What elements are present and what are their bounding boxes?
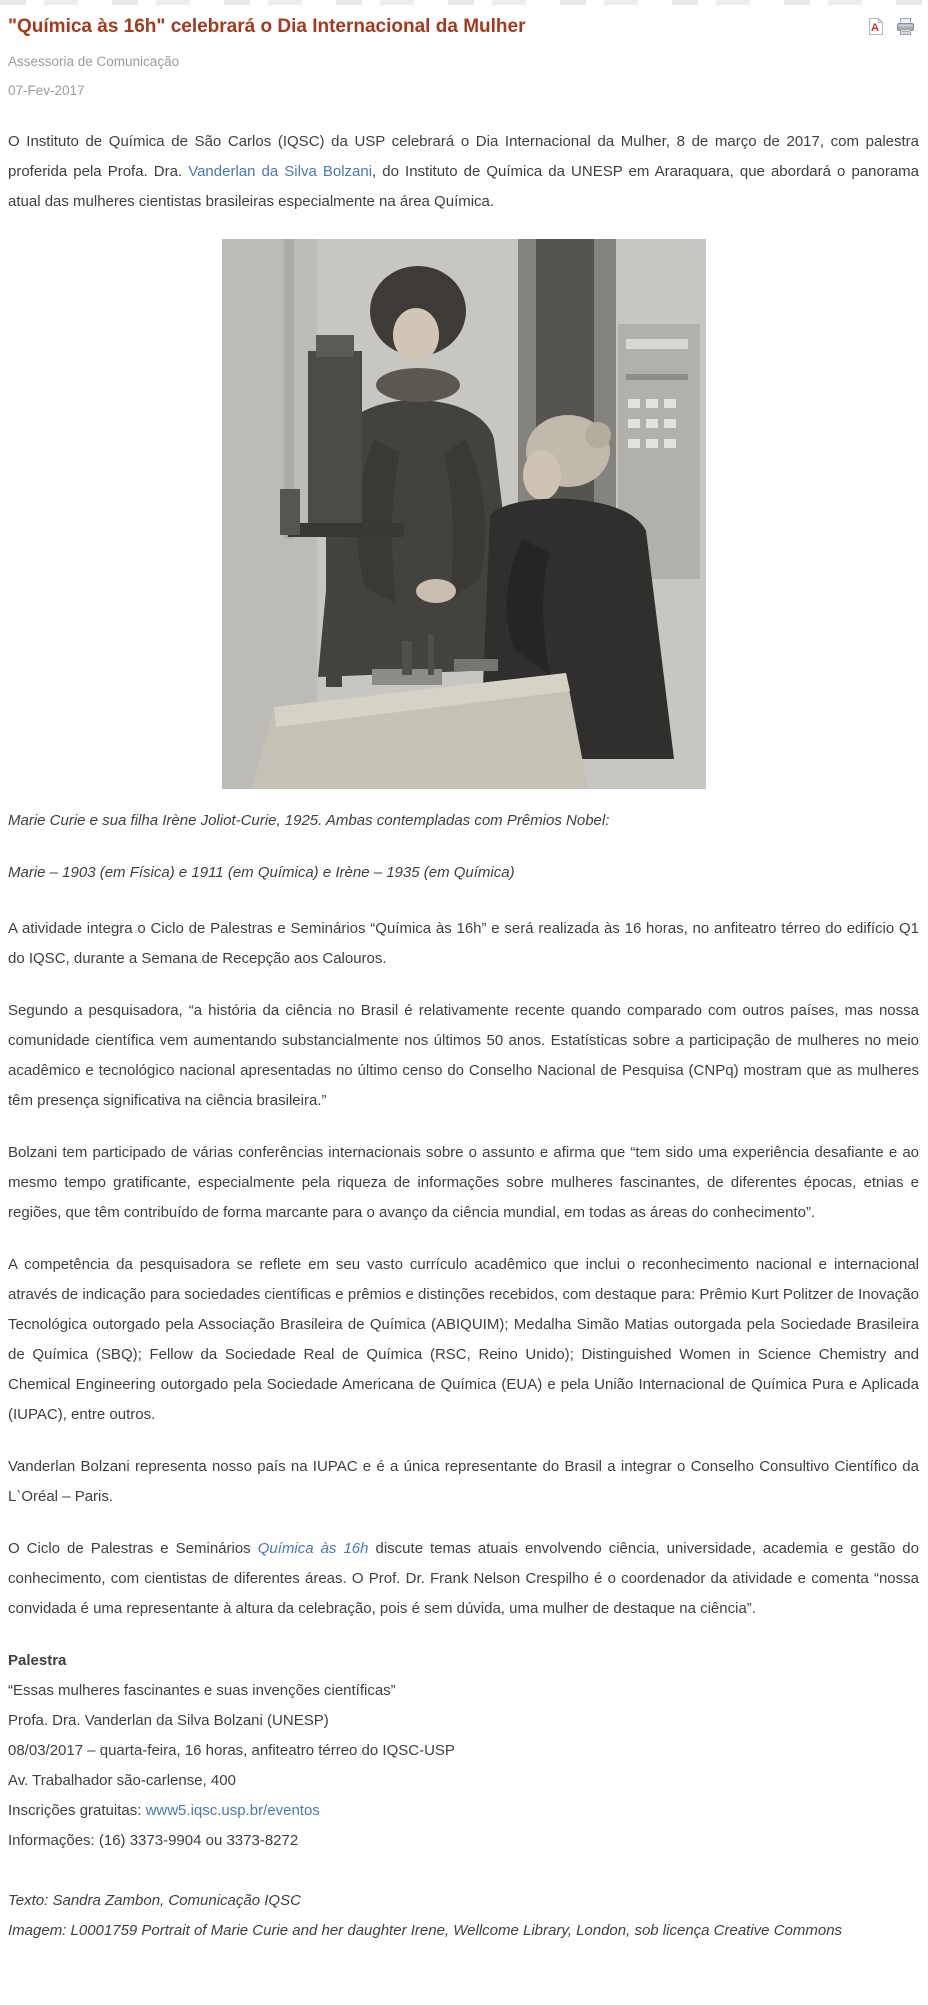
credits bbox=[8, 1886, 919, 1946]
paragraph-conferences: Bolzani tem participado de várias conferências internacionais sobre o assunto e afirma que “tem sido uma experiência desafiante e ao mesmo tempo gratificante, especialmente pela riqueza de informações sobre mulheres fascinantes, de diferentes épocas, etnias e regiões, que têm contribuído de forma marcante para o avanço da ciência mundial, em todas as áreas do conhecimento”. bbox=[8, 1144, 919, 1221]
link-quimica-as-16h[interactable]: Química às 16h bbox=[257, 1540, 369, 1557]
event-heading: Palestra bbox=[8, 1652, 67, 1669]
paragraph-intro-text-before: O Instituto de Química de São Carlos (IQSC) da USP celebrará o Dia Internacional da Mulher, 8 de março de 2017, com palestra proferida pela Profa. Dra. bbox=[8, 133, 919, 180]
paragraph-intro-text-after: , do Instituto de Química da UNESP em Araraquara, que abordará o panorama atual das mulheres cientistas brasileiras especialmente na área Química. bbox=[8, 163, 919, 210]
image-credit: Imagem: L0001759 Portrait of Marie Curie and her daughter Irene, Wellcome Library, London, sob licença Creative Commons bbox=[8, 1922, 843, 1939]
marie-curie-photo bbox=[222, 239, 706, 789]
paragraph-researcher-quote: Segundo a pesquisadora, “a história da ciência no Brasil é relativamente recente quando comparado com outros países, mas nossa comunidade científica vem aumentando substancialmente nos últimos 50 anos. Estatísticas sobre a participação de mulheres no meio acadêmico e tecnológico nacional apresentadas no último censo do Conselho Nacional de Pesquisa (CNPq) mostram que as mulheres têm presença significativa na ciência brasileira.” bbox=[8, 1002, 919, 1109]
print-button[interactable] bbox=[896, 17, 915, 36]
cropped-content-remnant bbox=[0, 0, 928, 5]
link-vanderlan-bolzani[interactable]: Vanderlan da Silva Bolzani bbox=[188, 163, 373, 180]
paragraph-cycle-text-before: O Ciclo de Palestras e Seminários bbox=[8, 1540, 258, 1557]
event-address: Av. Trabalhador são-carlense, 400 bbox=[8, 1772, 236, 1789]
text-credit: Texto: Sandra Zambon, Comunicação IQSC bbox=[8, 1892, 301, 1909]
pdf-export-button[interactable] bbox=[866, 17, 885, 36]
paragraph-activity: A atividade integra o Ciclo de Palestras e Seminários “Química às 16h” e será realizada às 16 horas, no anfiteatro térreo do edifício Q1 do IQSC, durante a Semana de Recepção aos Calouros. bbox=[8, 920, 919, 967]
paragraph-iupac: Vanderlan Bolzani representa nosso país na IUPAC e é a única representante do Brasil a integrar o Conselho Consultivo Científico da L`Oréal – Paris. bbox=[8, 1458, 919, 1505]
article-header bbox=[8, 11, 919, 39]
article-body bbox=[8, 127, 919, 1946]
event-speaker: Profa. Dra. Vanderlan da Silva Bolzani (UNESP) bbox=[8, 1712, 329, 1729]
paragraph-intro bbox=[8, 127, 919, 217]
header-actions bbox=[866, 17, 919, 36]
marie-curie-photo-artwork bbox=[222, 239, 706, 789]
event-registration bbox=[8, 1796, 919, 1826]
image-caption-line2: Marie – 1903 (em Física) e 1911 (em Química) e Irène – 1935 (em Química) bbox=[8, 864, 515, 881]
page-title: "Química às 16h" celebrará o Dia Internacional da Mulher bbox=[8, 16, 526, 37]
svg-text:A: A bbox=[871, 22, 879, 34]
article-page bbox=[0, 5, 928, 1946]
article-date: 07-Fev-2017 bbox=[8, 83, 85, 98]
event-datetime-place: 08/03/2017 – quarta-feira, 16 horas, anfiteatro térreo do IQSC-USP bbox=[8, 1742, 455, 1759]
image-caption bbox=[8, 806, 919, 888]
paragraph-cycle bbox=[8, 1534, 919, 1624]
event-talk-title: “Essas mulheres fascinantes e suas invenções científicas” bbox=[8, 1682, 396, 1699]
event-registration-label: Inscrições gratuitas: bbox=[8, 1802, 146, 1819]
link-eventos[interactable]: www5.iqsc.usp.br/eventos bbox=[145, 1802, 320, 1819]
article-image-figure bbox=[8, 239, 919, 794]
event-details bbox=[8, 1646, 919, 1856]
byline: Assessoria de Comunicação bbox=[8, 54, 180, 69]
pdf-icon bbox=[866, 17, 885, 36]
image-caption-line1: Marie Curie e sua filha Irène Joliot-Curie, 1925. Ambas contempladas com Prêmios Nobel: bbox=[8, 812, 610, 829]
event-info-phones: Informações: (16) 3373-9904 ou 3373-8272 bbox=[8, 1832, 299, 1849]
printer-icon bbox=[896, 17, 915, 36]
paragraph-cycle-text-after: discute temas atuais envolvendo ciência, universidade, academia e gestão do conhecimento, com cientistas de diferentes áreas. O Prof. Dr. Frank Nelson Crespilho é o coordenador da atividade e comenta “nossa convidada é uma representante à altura da celebração, pois é sem dúvida, uma mulher de destaque na ciência”. bbox=[8, 1540, 919, 1617]
paragraph-awards: A competência da pesquisadora se reflete em seu vasto currículo acadêmico que inclui o reconhecimento nacional e internacional através de indicação para sociedades científicas e prêmios e distinções recebidos, com destaque para: Prêmio Kurt Politzer de Inovação Tecnológica outorgado pela Associação Brasileira de Química (ABIQUIM); Medalha Simão Matias outorgada pela Sociedade Brasileira de Química (SBQ); Fellow da Sociedade Real de Química (RSC, Reino Unido); Distinguished Women in Science Chemistry and Chemical Engineering outorgado pela Sociedade Americana de Química (EUA) e pela União Internacional de Química Pura e Aplicada (IUPAC), entre outros. bbox=[8, 1256, 919, 1423]
